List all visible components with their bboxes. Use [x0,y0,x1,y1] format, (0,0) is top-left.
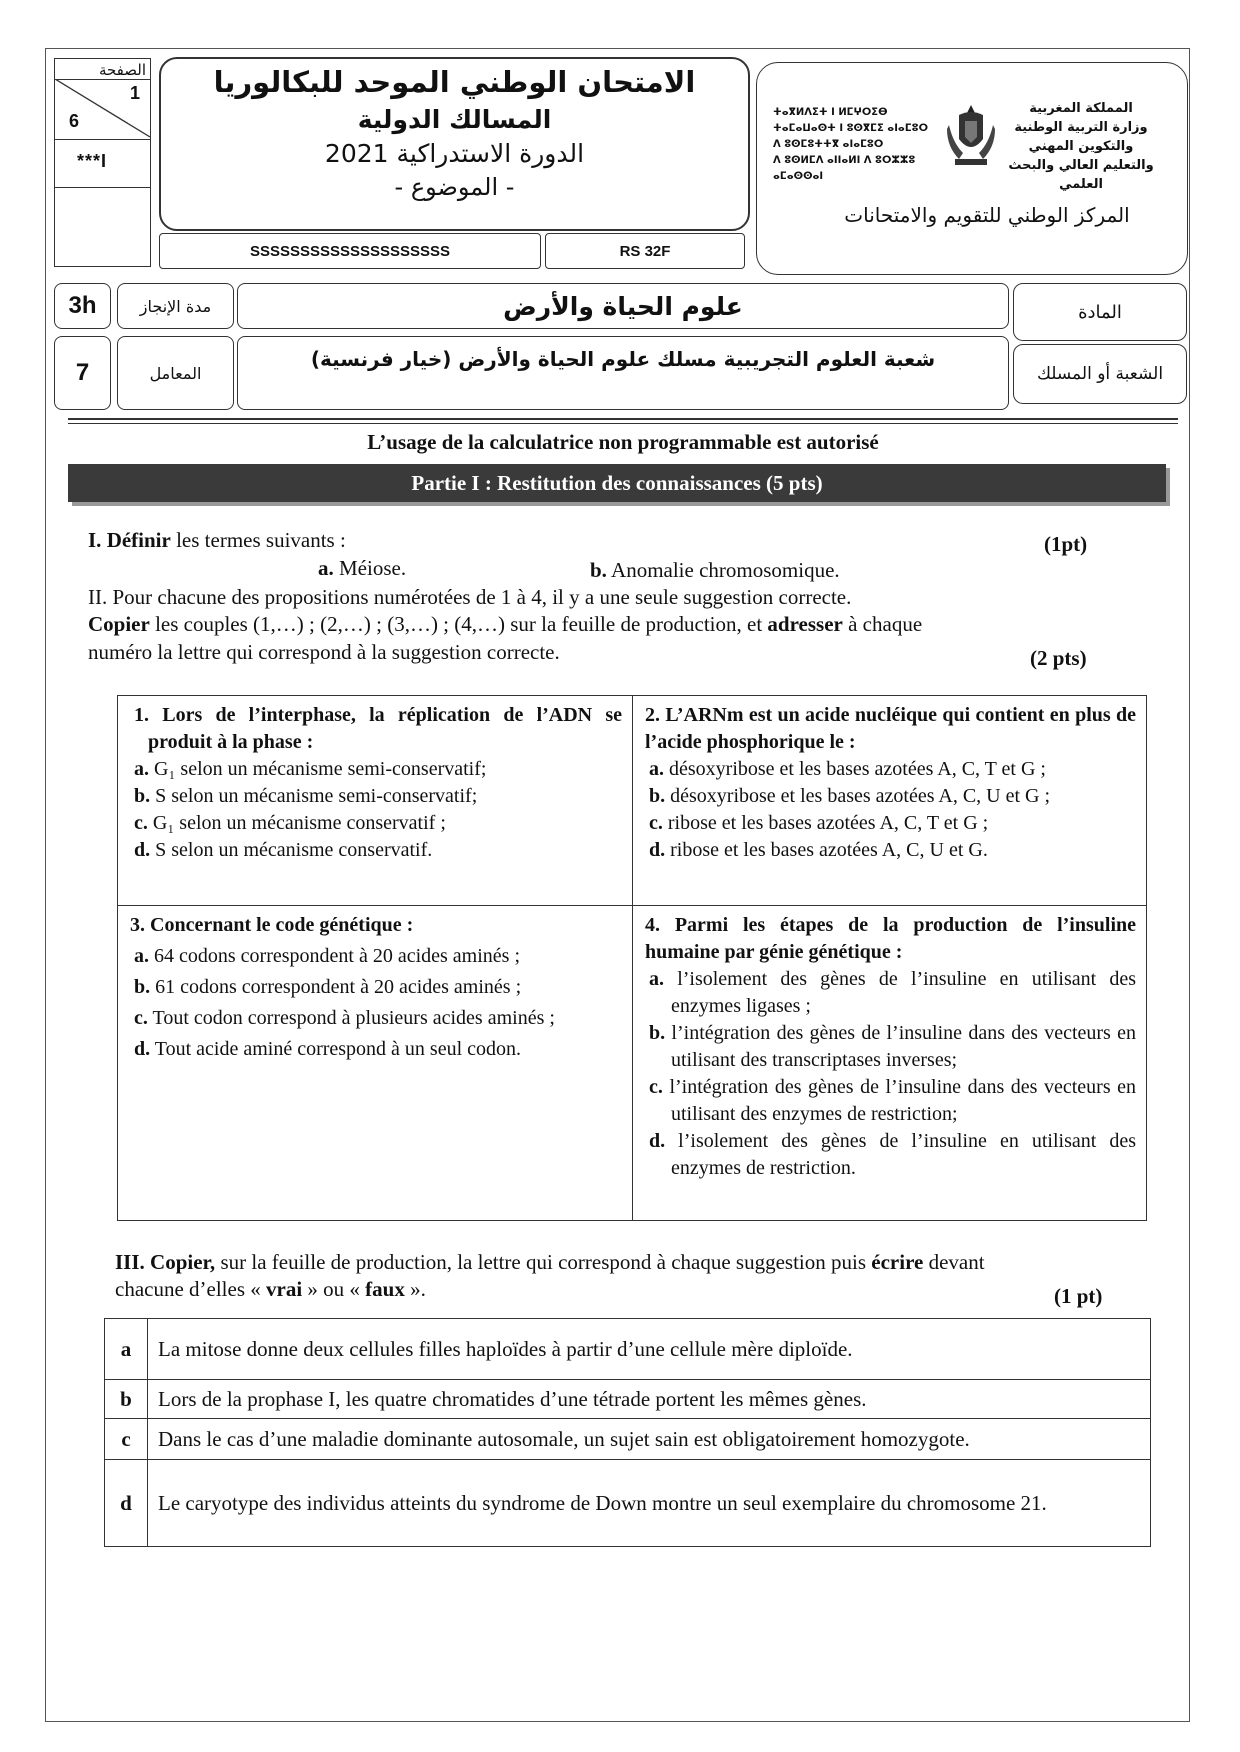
coef-value: 7 [54,336,111,410]
ministry-arabic: المملكة المغربية وزارة التربية الوطنية والتكوين المهني والتعليم العالي والبحث العلمي [1008,101,1154,192]
ministry-tifinagh: ⵜⴰⴳⵍⴷⵉⵜ ⵏ ⵍⵎⵖⵔⵉⴱ ⵜⴰⵎⴰⵡⴰⵙⵜ ⵏ ⵓⵙⴳⵎⵉ ⴰⵏⴰⵎⵓⵔ ⴷ ⵓⵙⵎⵓⵜⵜⴳ ⴰⵏⴰⵎⵓⵔ ⴷ ⵓⵙⵍⵎⴷ ⴰⵏⵏⴰⵍⵏ ⴷ ⵓⵔⵣⵣⵓ ⴰⵎⴰⵙⵙⴰⵏ [773,107,928,182]
center-name: المركز الوطني للتقويم والامتحانات [844,203,1130,227]
page-marks: ***I [77,151,108,171]
subject-value: علوم الحياة والأرض [237,283,1009,329]
q2-points: (2 pts) [1030,646,1087,670]
code-right: RS 32F [545,233,745,269]
mcq-item-4: 4. Parmi les étapes de la production de l’insuline humaine par génie génétique : a. l’isolement des gènes de l’insuline en utilisant des enzymes ligases ; b. l’intégration des gènes de l’insuline dans des vecteurs en utilisant des transcriptases inverses; c. l’intégration des gènes de l’insuline dans des vecteurs en utilisant des enzymes de restriction; d. l’isolement des gènes de l’insuline en utilisant des enzymes de restriction. [633,906,1147,1221]
q1-heading: I. Définir les termes suivants : [88,528,346,552]
true-false-table [104,1318,1151,1547]
branch-label: الشعبة أو المسلك [1013,344,1187,404]
coat-of-arms-icon [945,103,997,169]
page-number: 1 [129,83,140,103]
q2-line1: II. Pour chacune des propositions numérotées de 1 à 4, il y a une seule suggestion correcte. [88,585,852,609]
tf-row: d Le caryotype des individus atteints du syndrome de Down montre un seul exemplaire du chromosome 21. [105,1460,1151,1547]
tf-row: a La mitose donne deux cellules filles haploïdes à partir d’une cellule mère diploïde. [105,1319,1151,1380]
coef-label: المعامل [117,336,234,410]
q1-term-a: a. Méiose. [318,556,407,580]
exam-track: المسالك الدولية [357,105,552,134]
calculator-note: L’usage de la calculatrice non programmable est autorisé [367,430,879,454]
code-left: SSSSSSSSSSSSSSSSSSSS [159,233,541,269]
mcq-item-1: 1. Lors de l’interphase, la réplication de l’ADN se produit à la phase : a. G₁ selon un mécanisme semi-conservatif; b. S selon un mécanisme semi-conservatif; c. G₁ selon un mécanisme conservatif ; d. S selon un mécanisme conservatif. [118,696,633,906]
q3-line2: chacune d’elles « vrai » ou « faux ». [115,1277,426,1301]
q3-line1: III. Copier, sur la feuille de production, la lettre qui correspond à chaque suggestion puis écrire devant [115,1250,985,1274]
branch-value: شعبة العلوم التجريبية مسلك علوم الحياة والأرض (خيار فرنسية) [237,336,1009,410]
ministry-box [756,62,1188,275]
mcq-item-2: 2. L’ARNm est un acide nucléique qui contient en plus de l’acide phosphorique le : a. désoxyribose et les bases azotées A, C, T et G ; b. désoxyribose et les bases azotées A, C, U et G ; c. ribose et les bases azotées A, C, T et G ; d. ribose et les bases azotées A, C, U et G. [633,696,1147,906]
duration-label: مدة الإنجاز [117,283,234,329]
q1-term-b: b. Anomalie chromosomique. [590,558,840,582]
q2-line2: Copier les couples (1,…) ; (2,…) ; (3,…) ; (4,…) sur la feuille de production, et adresser à chaque [88,612,923,636]
header-separator [68,418,1178,420]
duration-value: 3h [54,283,111,329]
page-number-box [54,58,151,267]
mcq-item-3: 3. Concernant le code génétique : a. 64 codons correspondent à 20 acides aminés ; b. 61 codons correspondent à 20 acides aminés ; c. Tout codon correspond à plusieurs acides aminés ; d. Tout acide aminé correspond à un seul codon. [118,906,633,1221]
exam-session: الدورة الاستدراكية 2021 [324,139,585,168]
page-label: الصفحة [98,61,146,79]
q3-points: (1 pt) [1054,1284,1103,1308]
exam-type: - الموضوع - [394,173,515,201]
q1-points: (1pt) [1044,532,1088,556]
subject-label: المادة [1013,283,1187,341]
part-title: Partie I : Restitution des connaissances (5 pts) [68,464,1166,502]
tf-row: c Dans le cas d’une maladie dominante autosomale, un sujet sain est obligatoirement homozygote. [105,1419,1151,1460]
tf-row: b Lors de la prophase I, les quatre chromatides d’une tétrade portent les mêmes gènes. [105,1380,1151,1419]
mcq-table [117,695,1147,1221]
exam-title: الامتحان الوطني الموحد للبكالوريا [213,65,696,99]
page-total: 6 [69,111,80,131]
q2-line3: numéro la lettre qui correspond à la suggestion correcte. [88,640,560,664]
exam-title-box [159,57,750,231]
